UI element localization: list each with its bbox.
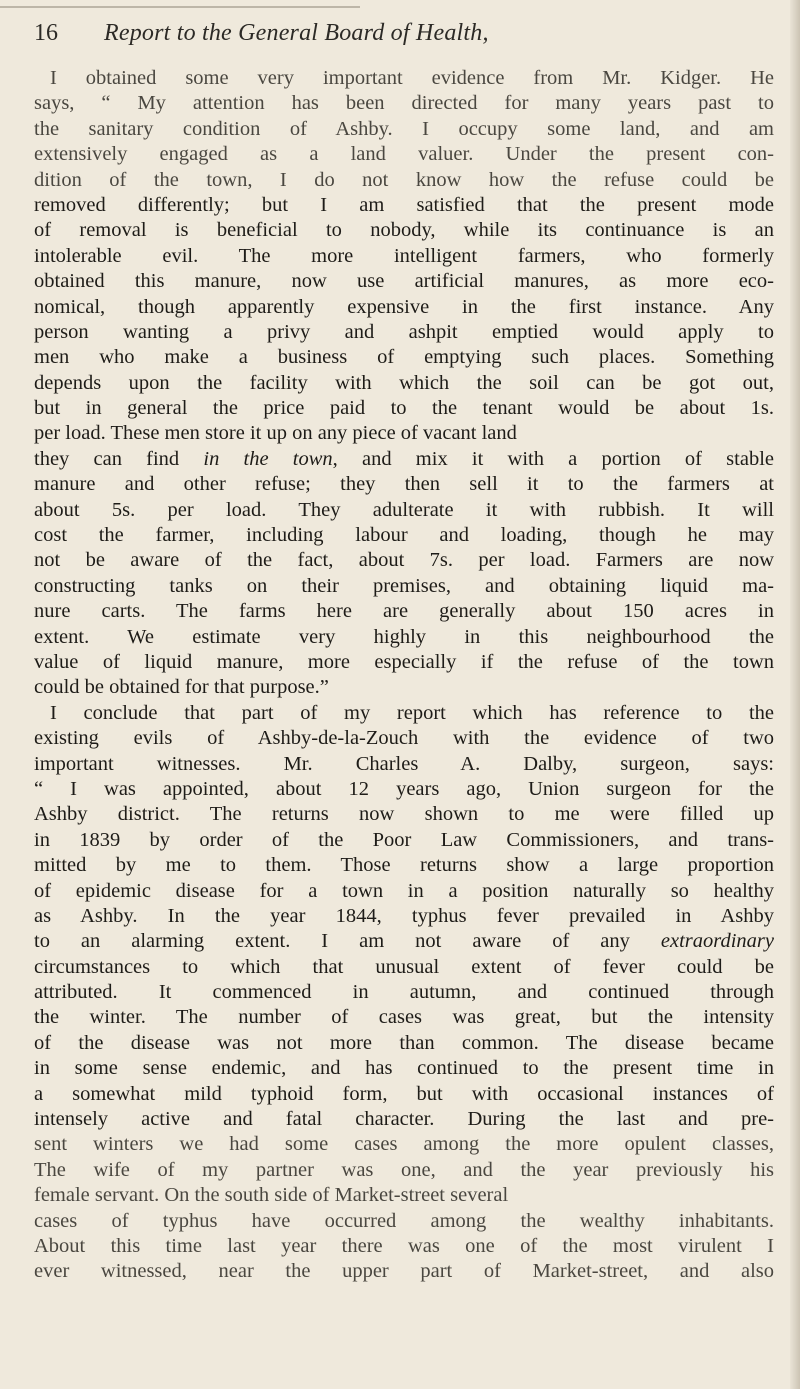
- text-line: men who make a business of emptying such places. Something: [34, 346, 774, 369]
- text-line: to an alarming extent. I am not aware of any extraordinary: [34, 930, 774, 953]
- text-line: person wanting a privy and ashpit emptied would apply to: [34, 320, 774, 343]
- text-line: but in general the price paid to the tenant would be about 1s.: [34, 397, 774, 420]
- italic-phrase: in the town: [203, 447, 333, 470]
- text-line: says, “ My attention has been directed for many years past to: [34, 92, 774, 115]
- text-line: not be aware of the fact, about 7s. per load. Farmers are now: [34, 549, 774, 572]
- text-line: cost the farmer, including labour and loading, though he may: [34, 524, 774, 547]
- text-line: about 5s. per load. They adulterate it with rubbish. It will: [34, 498, 774, 521]
- text-line: manure and other refuse; they then sell it to the farmers at: [34, 473, 774, 496]
- text-line: Ashby district. The returns now shown to me were filled up: [34, 803, 774, 826]
- top-edge-rule: [0, 6, 360, 8]
- text-line: of epidemic disease for a town in a position naturally so healthy: [34, 879, 774, 902]
- text-line: in some sense endemic, and has continued to the present time in: [34, 1057, 774, 1080]
- text-line: dition of the town, I do not know how the refuse could be: [34, 168, 774, 191]
- text-line: female servant. On the south side of Market-street several: [34, 1184, 509, 1207]
- text-line: in 1839 by order of the Poor Law Commissioners, and trans-: [34, 828, 774, 851]
- page-number: 16: [34, 20, 58, 46]
- text-line: extensively engaged as a land valuer. Under the present con-: [34, 143, 774, 166]
- text-line: important witnesses. Mr. Charles A. Dalby, surgeon, says:: [34, 752, 774, 775]
- text-line: of removal is beneficial to nobody, while its continuance is an: [34, 219, 774, 242]
- text-line: removed differently; but I am satisfied that the present mode: [34, 193, 774, 216]
- text-line: nomical, though apparently expensive in the first instance. Any: [34, 295, 774, 318]
- text-line: “ I was appointed, about 12 years ago, Union surgeon for the: [34, 777, 774, 800]
- text-line: obtained this manure, now use artificial manures, as more eco-: [34, 270, 774, 293]
- text-line: a somewhat mild typhoid form, but with occasional instances of: [34, 1082, 774, 1105]
- text-line: I obtained some very important evidence from Mr. Kidger. He: [50, 67, 774, 89]
- text-line: as Ashby. In the year 1844, typhus fever prevailed in Ashby: [34, 904, 774, 927]
- page-header: [34, 20, 784, 56]
- text-line: extent. We estimate very highly in this neighbourhood the: [34, 625, 774, 648]
- text-line: attributed. It commenced in autumn, and continued through: [34, 981, 774, 1004]
- page-edge-shadow: [790, 0, 800, 1389]
- text-line: cases of typhus have occurred among the wealthy inhabitants.: [34, 1209, 774, 1232]
- text-line: The wife of my partner was one, and the year previously his: [34, 1158, 774, 1181]
- text-line: the sanitary condition of Ashby. I occupy some land, and am: [34, 117, 774, 140]
- text-line: sent winters we had some cases among the more opulent classes,: [34, 1133, 774, 1156]
- italic-phrase: extraordinary: [660, 930, 774, 953]
- text-line: intensely active and fatal character. During the last and pre-: [34, 1108, 774, 1131]
- body-text: [34, 66, 774, 1285]
- text-line: could be obtained for that purpose.”: [34, 676, 329, 699]
- text-line: depends upon the facility with which the soil can be got out,: [34, 371, 774, 394]
- text-line: existing evils of Ashby-de-la-Zouch with the evidence of two: [34, 727, 774, 750]
- text-line: per load. These men store it up on any piece of vacant land: [34, 422, 517, 445]
- text-line: of the disease was not more than common. The disease became: [34, 1031, 774, 1054]
- text-line: mitted by me to them. Those returns show a large proportion: [34, 854, 774, 877]
- running-title: Report to the General Board of Health,: [104, 20, 489, 46]
- text-line: constructing tanks on their premises, and obtaining liquid ma-: [34, 574, 774, 597]
- text-line: the winter. The number of cases was great, but the intensity: [34, 1006, 774, 1029]
- text-line: circumstances to which that unusual extent of fever could be: [34, 955, 774, 978]
- text-line: nure carts. The farms here are generally about 150 acres in: [34, 600, 774, 623]
- text-line: value of liquid manure, more especially if the refuse of the town: [34, 650, 774, 673]
- text-line: intolerable evil. The more intelligent farmers, who formerly: [34, 244, 774, 267]
- text-line: About this time last year there was one of the most virulent I: [34, 1234, 774, 1257]
- text-line: they can find in the town, and mix it with a portion of stable: [34, 447, 774, 470]
- text-line: I conclude that part of my report which has reference to the: [50, 701, 774, 724]
- text-line: ever witnessed, near the upper part of Market-street, and also: [34, 1260, 774, 1283]
